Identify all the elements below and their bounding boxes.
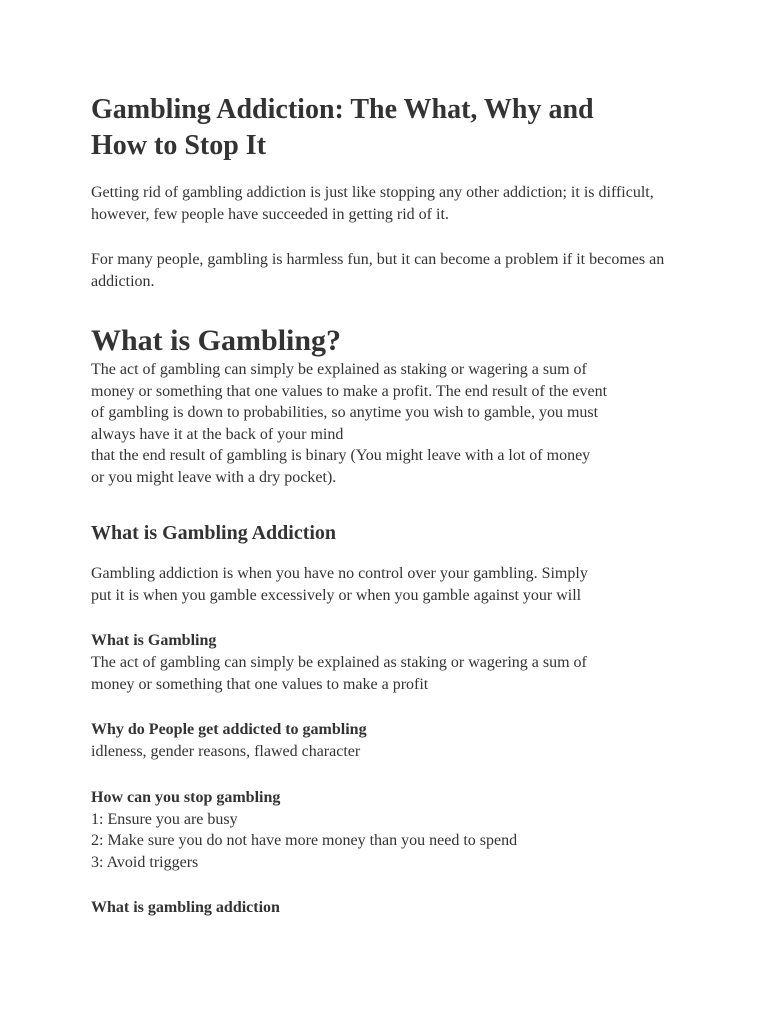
section-heading-what-is-gambling-addiction: What is Gambling Addiction xyxy=(91,522,337,544)
text-line: money or something that one values to make a profit. The end result of the event xyxy=(91,382,608,400)
list-item: 1: Ensure you are busy xyxy=(91,810,238,828)
page-title-line-2: How to Stop It xyxy=(91,130,267,161)
text-line: The act of gambling can simply be explained as staking or wagering a sum of xyxy=(91,361,587,378)
faq-heading: Why do People get addicted to gambling xyxy=(91,721,367,738)
text-line: idleness, gender reasons, flawed character xyxy=(91,743,361,760)
text-line: put it is when you gamble excessively or when you gamble against your will xyxy=(91,586,582,604)
list-item: 2: Make sure you do not have more money than you need to spend xyxy=(91,832,518,849)
faq-answer xyxy=(91,741,688,763)
text-line: that the end result of gambling is binary (You might leave with a lot of money xyxy=(91,447,591,464)
faq-block-why-addicted xyxy=(91,719,688,763)
faq-answer xyxy=(91,652,688,695)
page-title-line-1: Gambling Addiction: The What, Why and xyxy=(91,94,594,125)
faq-heading: What is gambling addiction xyxy=(91,899,280,916)
faq-answer xyxy=(91,809,688,874)
text-line: The act of gambling can simply be explained as staking or wagering a sum of xyxy=(91,654,587,671)
text-line: Gambling addiction is when you have no control over your gambling. Simply xyxy=(91,565,588,582)
list-item: 3: Avoid triggers xyxy=(91,853,199,871)
faq-block-what-is-gambling-addiction xyxy=(91,897,688,919)
faq-heading: How can you stop gambling xyxy=(91,788,281,806)
section-heading-what-is-gambling: What is Gambling? xyxy=(91,324,342,357)
text-line: of gambling is down to probabilities, so anytime you wish to gamble, you must xyxy=(91,404,599,421)
page-title xyxy=(91,92,688,164)
intro-paragraph-1: Getting rid of gambling addiction is just like stopping any other addiction; it is difficult, however, few people have succeeded in getting rid of it. xyxy=(91,184,654,223)
text-line: money or something that one values to make a profit xyxy=(91,675,429,693)
faq-block-what-is-gambling xyxy=(91,630,688,695)
section-paragraph-what-is-gambling xyxy=(91,359,688,488)
text-line: or you might leave with a dry pocket). xyxy=(91,468,337,486)
intro-paragraph-2: For many people, gambling is harmless fun, but it can become a problem if it becomes an addiction. xyxy=(91,251,665,290)
faq-block-how-to-stop xyxy=(91,787,688,874)
section-paragraph-what-is-gambling-addiction xyxy=(91,563,688,606)
text-line: always have it at the back of your mind xyxy=(91,425,344,443)
faq-heading: What is Gambling xyxy=(91,632,217,649)
